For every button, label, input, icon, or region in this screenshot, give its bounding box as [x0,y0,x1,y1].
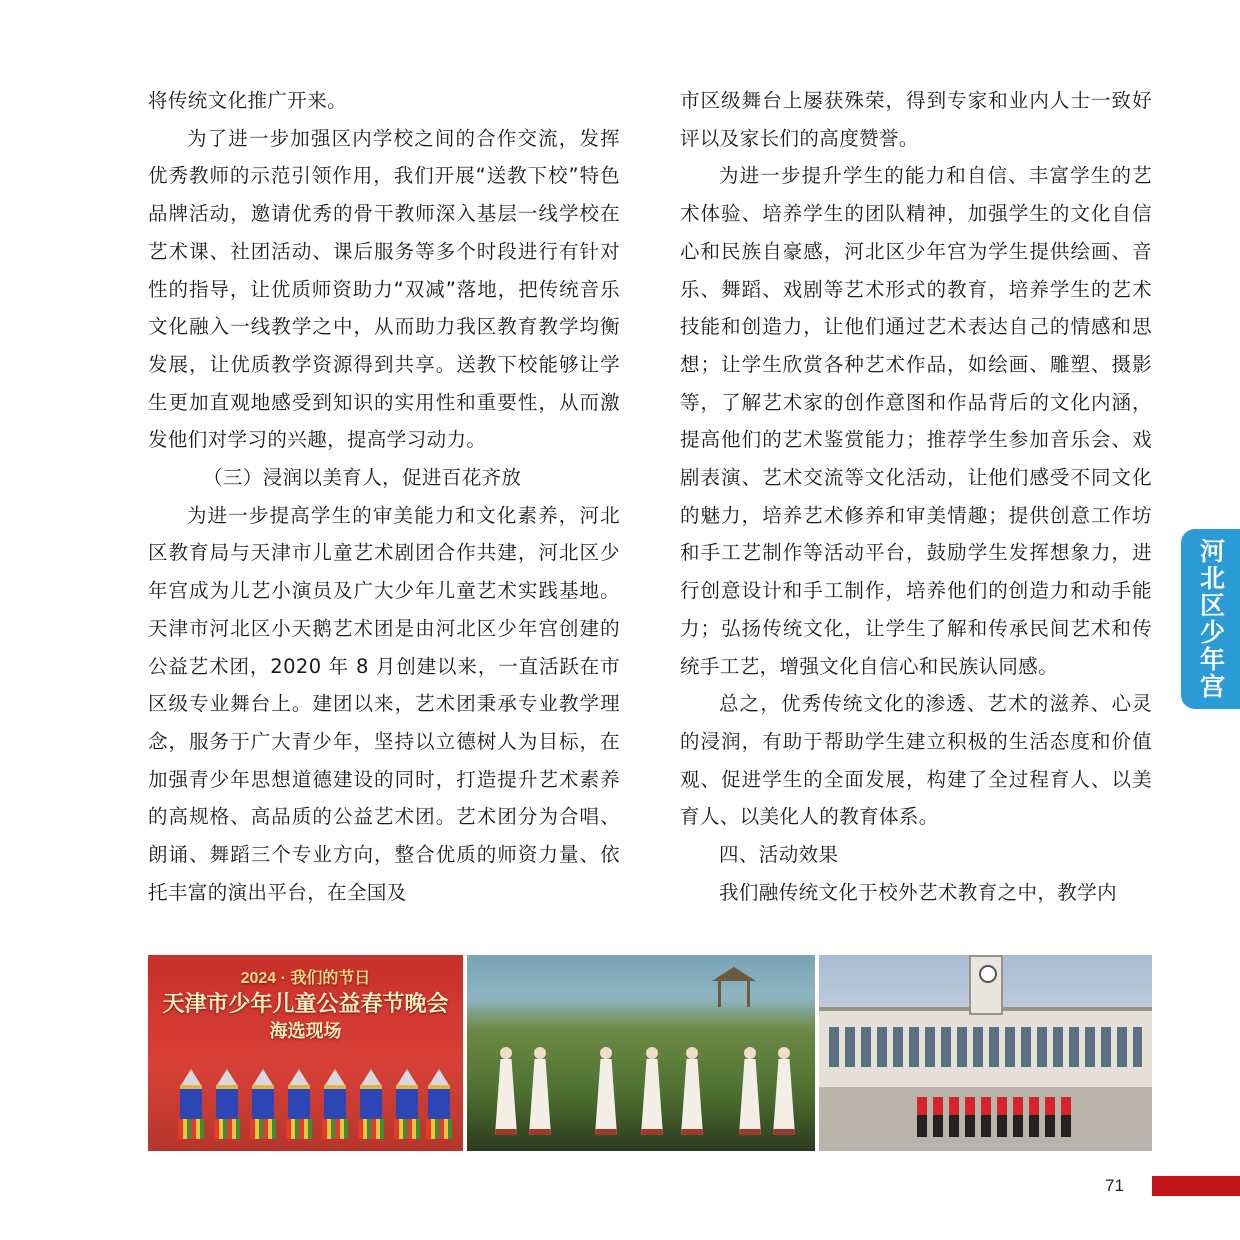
paragraph: 为了进一步加强区内学校之间的合作交流，发挥优秀教师的示范引领作用，我们开展“送教下校”特色品牌活动，邀请优秀的骨干教师深入基层一线学校在艺术课、社团活动、课后服务等多个时段进行有针对性的指导，让优质师资助力“双减”落地，把传统音乐文化融入一线教学之中，从而助力我区教育教学均衡发展，让优质教学资源得到共享。送教下校能够让学生更加直观地感受到知识的实用性和重要性，从而激发他们对学习的兴趣，提高学习动力。 [148,126,620,452]
child-figure [1061,1097,1071,1137]
station-building [819,1007,1152,1091]
paragraph: 市区级舞台上屡获殊荣，得到专家和业内人士一致好评以及家长们的高度赞誉。 [680,89,1152,150]
right-text-column [680,82,1152,911]
paragraph: 总之，优秀传统文化的渗透、艺术的滋养、心灵的浸润，有助于帮助学生建立积极的生活态度和价值观、促进学生的全面发展，构建了全过程育人、以美育人、以美化人的教育体系。 [680,692,1152,829]
paragraph: 为进一步提高学生的审美能力和文化素养，河北区教育局与天津市儿童艺术剧团合作共建，河北区少年宫成为儿艺小演员及广大少年儿童艺术实践基地。天津市河北区小天鹅艺术团是由河北区少年宫创建的公益艺术团，2020 年 8 月创建以来，一直活跃在市区级专业舞台上。建团以来，艺术团秉承专业教学理念，服务于广大青少年，坚持以立德树人为目标，在加强青少年思想道德建设的同时，打造提升艺术素养的高规格、高品质的公益艺术团。艺术团分为合唱、朗诵、舞蹈三个专业方向，整合优质的师资力量、依托丰富的演出平台，在全国及 [148,503,620,904]
performer-figure [595,1047,617,1129]
dancer-figure [286,1069,312,1139]
performer-figure [739,1047,761,1129]
performer-figure [641,1047,663,1129]
dancer-figure [250,1069,276,1139]
paragraph: 我们融传统文化于校外艺术教育之中，教学内 [719,880,1118,904]
paragraph: 将传统文化推广开来。 [148,89,348,112]
child-figure [997,1097,1007,1137]
dancer-figure [214,1069,240,1139]
pavilion-backdrop [712,967,756,1007]
performer-figure [495,1047,517,1129]
section-heading: （三）浸润以美育人，促进百花齐放 [203,466,522,490]
performer-figure [529,1047,551,1129]
child-figure [933,1097,943,1137]
section-heading: 四、活动效果 [719,843,839,867]
left-text-column [148,82,620,911]
performer-figure [773,1047,795,1129]
child-figure [965,1097,975,1137]
photo-station-square-group [819,955,1152,1151]
child-figure [1013,1097,1023,1137]
dancer-figure [322,1069,348,1139]
dancer-figure [178,1069,204,1139]
footer-red-bar [1152,1176,1240,1196]
child-figure [1029,1097,1039,1137]
dancer-figure [358,1069,384,1139]
clock-tower [969,955,1003,1015]
section-side-tab [1181,529,1240,709]
side-tab-label: 河北区少年宫 [1196,538,1226,700]
banner-line: 海选现场 [269,1021,342,1041]
banner-line: 天津市少年儿童公益春节晚会 [162,991,449,1016]
child-figure [917,1097,927,1137]
child-figure [981,1097,991,1137]
banner-line: 2024 · 我们的节日 [240,970,371,987]
child-figure [949,1097,959,1137]
dancer-figure [394,1069,420,1139]
paragraph: 为进一步提升学生的能力和自信、丰富学生的艺术体验、培养学生的团队精神，加强学生的文化自信心和民族自豪感，河北区少年宫为学生提供绘画、音乐、舞蹈、戏剧等艺术形式的教育，培养学生的艺术技能和创造力，让他们通过艺术表达自己的情感和思想；让学生欣赏各种艺术作品，如绘画、雕塑、摄影等，了解艺术家的创作意图和作品背后的文化内涵，提高他们的艺术鉴赏能力；推荐学生参加音乐会、戏剧表演、艺术交流等文化活动，让他们感受不同文化的魅力，培养艺术修养和审美情趣；提供创意工作坊和手工艺制作等活动平台，鼓励学生发挥想象力，进行创意设计和手工制作，培养他们的创造力和动手能力；弘扬传统文化，让学生了解和传承民间艺术和传统手工艺，增强文化自信心和民族认同感。 [680,164,1152,678]
photo-spring-festival-audition [148,955,463,1151]
photo-stage-performance [467,955,815,1151]
performer-figure [681,1047,703,1129]
child-figure [1045,1097,1055,1137]
dancer-figure [426,1069,452,1139]
page-number: 71 [1105,1176,1124,1195]
